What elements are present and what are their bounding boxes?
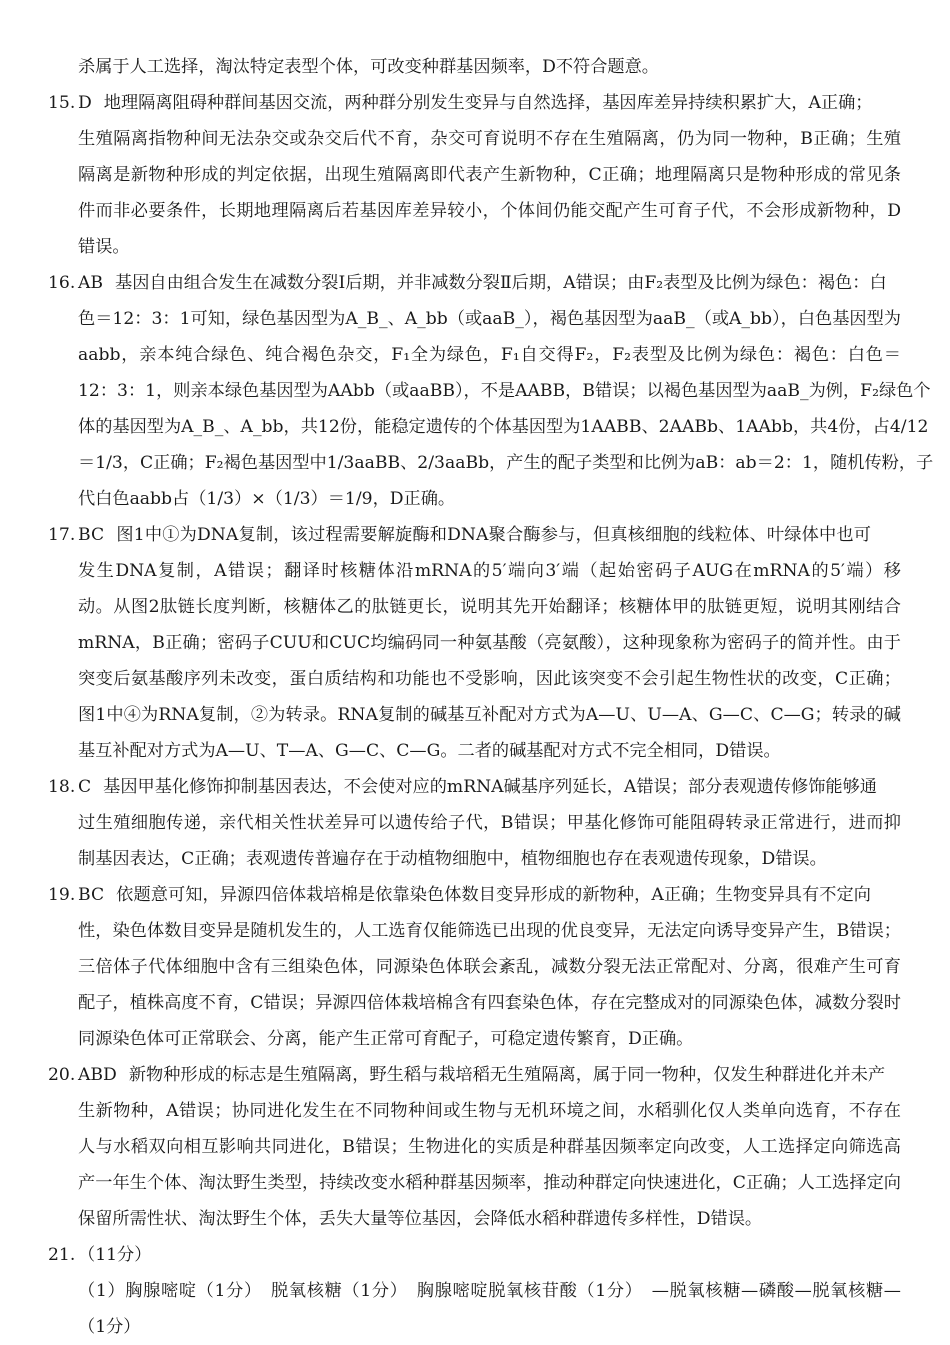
text-line: 保留所需性状、淘汰野生个体，丢失大量等位基因，会降低水稻种群遗传多样性，D错误。 xyxy=(78,1209,763,1229)
text-line: 图1中④为RNA复制，②为转录。RNA复制的碱基互补配对方式为A—U、U—A、G—C、C—G；转录的碱 xyxy=(78,705,901,725)
question-16-header: 16. AB 基因自由组合发生在减数分裂Ⅰ后期，并非减数分裂Ⅱ后期，A错误；由F₂表型及比例为绿色：褐色：白 xyxy=(0,265,950,301)
text-line: 隔离是新物种形成的判定依据，出现生殖隔离即代表产生新物种，C正确；地理隔离只是物种形成的常见条 xyxy=(78,165,901,185)
question-number: 15. xyxy=(48,93,76,113)
question-number: 16. xyxy=(48,273,76,293)
text-line: 色＝12：3：1可知，绿色基因型为A_B_、A_bb（或aaB_），褐色基因型为aaB_（或A_bb），白色基因型为 xyxy=(78,309,901,329)
question-15-header: 15. D 地理隔离阻碍种群间基因交流，两种群分别发生变异与自然选择，基因库差异持续积累扩大，A正确； xyxy=(0,85,950,121)
answer-choice: BC xyxy=(78,525,105,545)
text-line: （1）胸腺嘧啶（1分） 脱氧核糖（1分） 胸腺嘧啶脱氧核苷酸（1分） —脱氧核糖—磷酸—脱氧核糖— xyxy=(78,1281,901,1301)
question-number: 20. xyxy=(48,1065,76,1085)
text-line: 杀属于人工选择，淘汰特定表型个体，可改变种群基因频率，D不符合题意。 xyxy=(78,57,659,77)
text-line: 突变后氨基酸序列未改变，蛋白质结构和功能也不受影响，因此该突变不会引起生物性状的改变，C正确； xyxy=(78,669,901,689)
answer-choice: ABD xyxy=(78,1065,117,1085)
question-number: 21. xyxy=(48,1245,76,1265)
text-line: 配子，植株高度不育，C错误；异源四倍体栽培棉含有四套染色体，存在完整成对的同源染色体，减数分裂时 xyxy=(78,993,901,1013)
question-18-header: 18. C 基因甲基化修饰抑制基因表达，不会使对应的mRNA碱基序列延长，A错误；部分表观遗传修饰能够通 xyxy=(0,769,950,805)
question-19-header: 19. BC 依题意可知，异源四倍体栽培棉是依靠染色体数目变异形成的新物种，A正确；生物变异具有不定向 xyxy=(0,877,950,913)
text-line: （1分） xyxy=(78,1317,141,1337)
text-line: 生殖隔离指物种间无法杂交或杂交后代不育，杂交可育说明不存在生殖隔离，仍为同一物种，B正确；生殖 xyxy=(78,129,901,149)
question-number: 18. xyxy=(48,777,76,797)
text-line: 同源染色体可正常联会、分离，能产生正常可育配子，可稳定遗传繁育，D正确。 xyxy=(78,1029,694,1049)
question-number: 17. xyxy=(48,525,76,545)
text-line: 产一年生个体、淘汰野生类型，持续改变水稻种群基因频率，推动种群定向快速进化，C正确；人工选择定向 xyxy=(78,1173,901,1193)
text-line: 过生殖细胞传递，亲代相关性状差异可以遗传给子代，B错误；甲基化修饰可能阻碍转录正常进行，进而抑 xyxy=(78,813,901,833)
text-line: 性，染色体数目变异是随机发生的，人工选育仅能筛选已出现的优良变异，无法定向诱导变异产生，B错误； xyxy=(78,921,901,941)
question-number: 19. xyxy=(48,885,76,905)
answer-choice: C xyxy=(78,777,92,797)
text-line: 基互补配对方式为A—U、T—A、G—C、C—G。二者的碱基配对方式不完全相同，D错误。 xyxy=(78,741,781,761)
text-line: 人与水稻双向相互影响共同进化，B错误；生物进化的实质是种群基因频率定向改变，人工选择定向筛选高 xyxy=(78,1137,901,1157)
answer-choice: BC xyxy=(78,885,105,905)
text-line: aabb，亲本纯合绿色、纯合褐色杂交，F₁全为绿色，F₁自交得F₂，F₂表型及比例为绿色：褐色：白色＝ xyxy=(78,345,901,365)
question-score: （11分） xyxy=(78,1245,152,1265)
text-line: 件而非必要条件，长期地理隔离后若基因库差异较小，个体间仍能交配产生可育子代，不会形成新物种，D xyxy=(78,201,901,221)
answer-choice: AB xyxy=(78,273,104,293)
question-21-header xyxy=(0,1237,950,1273)
question-17-header: 17. BC 图1中①为DNA复制，该过程需要解旋酶和DNA聚合酶参与，但真核细胞的线粒体、叶绿体中也可 xyxy=(0,517,950,553)
answer-choice: D xyxy=(78,93,92,113)
text-line: 体的基因型为A_B_、A_bb，共12份，能稳定遗传的个体基因型为1AABB、2AABb、1AAbb，共4份，占4/12 xyxy=(78,417,929,437)
question-20-header: 20. ABD 新物种形成的标志是生殖隔离，野生稻与栽培稻无生殖隔离，属于同一物种，仅发生种群进化并未产 xyxy=(0,1057,950,1093)
text-line: 动。从图2肽链长度判断，核糖体乙的肽链更长，说明其先开始翻译；核糖体甲的肽链更短，说明其刚结合 xyxy=(78,597,901,617)
text-line: 制基因表达，C正确；表观遗传普遍存在于动植物细胞中，植物细胞也存在表观遗传现象，D错误。 xyxy=(78,849,827,869)
text-line: 三倍体子代体细胞中含有三组染色体，同源染色体联会紊乱，减数分裂无法正常配对、分离，很难产生可育 xyxy=(78,957,901,977)
text-line: 12：3：1，则亲本绿色基因型为AAbb（或aaBB），不是AABB，B错误；以褐色基因型为aaB_为例，F₂绿色个 xyxy=(78,381,931,401)
text-line: mRNA，B正确；密码子CUU和CUC均编码同一种氨基酸（亮氨酸），这种现象称为密码子的简并性。由于 xyxy=(78,633,901,653)
text-line: 代白色aabb占（1/3）×（1/3）＝1/9，D正确。 xyxy=(78,489,456,509)
text-line: 错误。 xyxy=(78,237,130,257)
text-line: ＝1/3，C正确；F₂褐色基因型中1/3aaBB、2/3aaBb，产生的配子类型和比例为aB：ab＝2：1，随机传粉，子 xyxy=(78,453,934,473)
text-line: 生新物种，A错误；协同进化发生在不同物种间或生物与无机环境之间，水稻驯化仅人类单向选育，不存在 xyxy=(78,1101,901,1121)
text-line: 发生DNA复制，A错误；翻译时核糖体沿mRNA的5′端向3′端（起始密码子AUG在mRNA的5′端）移 xyxy=(78,561,901,581)
